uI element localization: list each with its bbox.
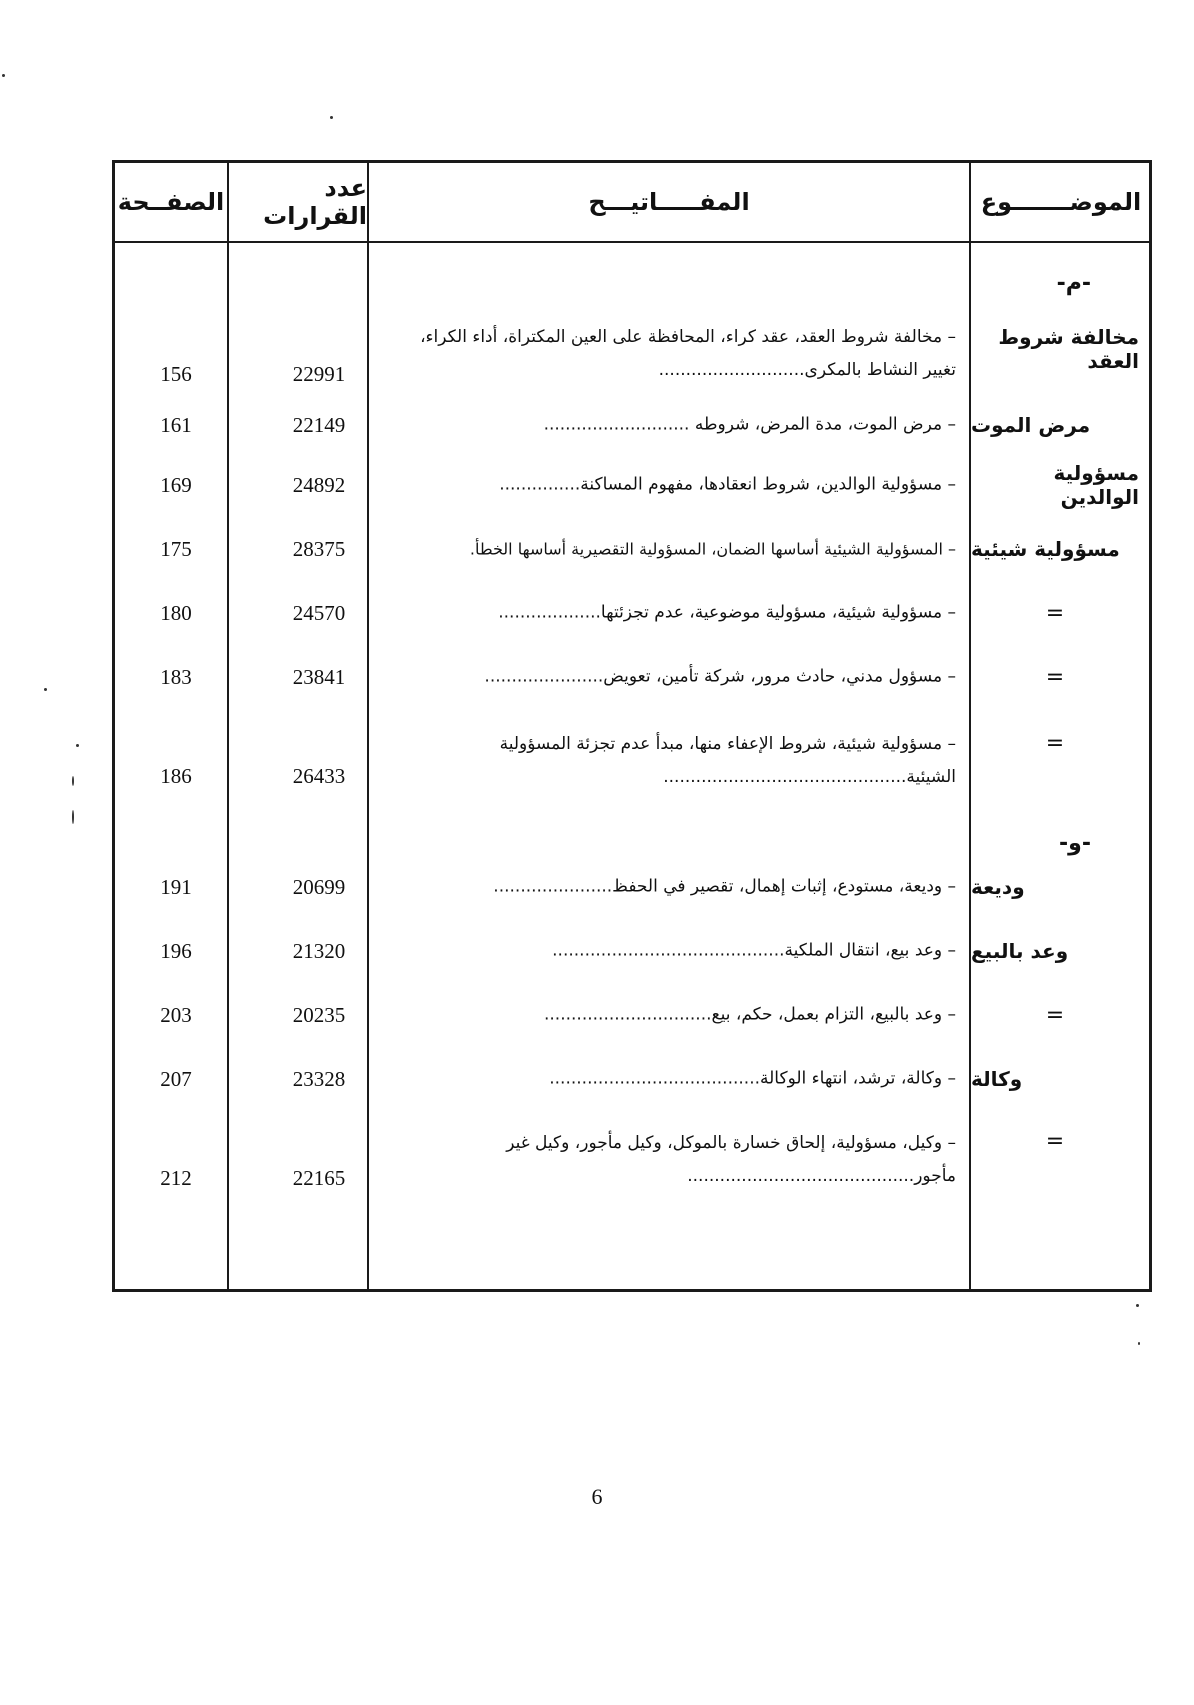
row-page: 186: [160, 764, 192, 788]
row-keys-text: – مسؤولية شيئية، شروط الإعفاء منها، مبدأ عدم تجزئة المسؤولية الشيئية.............................................: [499, 733, 956, 787]
row-subject: مسؤولية الوالدين: [1053, 461, 1139, 509]
scan-speck: [44, 688, 47, 691]
row-keys: [401, 463, 964, 507]
table-row: [115, 655, 1149, 699]
row-count: 20699: [292, 874, 346, 899]
row-page: 191: [160, 874, 192, 899]
table-row: [115, 1117, 1149, 1203]
section-letter-waw: -و-: [1059, 831, 1091, 856]
row-keys-text: – وكالة، ترشد، انتهاء الوكالة.......................................: [549, 1068, 956, 1089]
row-page: 203: [160, 1002, 192, 1027]
scan-speck: [1138, 1342, 1140, 1345]
row-page: 180: [160, 600, 192, 625]
scan-speck: [1136, 1304, 1139, 1307]
row-keys: [401, 993, 964, 1037]
row-keys: [401, 865, 964, 909]
row-subject: =: [1045, 1002, 1065, 1028]
table-row: [115, 719, 1149, 803]
row-count: 24570: [292, 600, 346, 625]
row-subject: وكالة: [971, 1067, 1023, 1091]
row-keys-text: – وديعة، مستودع، إثبات إهمال، تقصير في الحفظ......................: [493, 876, 956, 897]
row-keys-text: – وعد بالبيع، التزام بعمل، حكم، بيع...............................: [544, 1004, 956, 1025]
header-keys: المفـــــاتيـــح: [588, 188, 750, 216]
row-count: 22149: [292, 412, 346, 437]
row-page: 207: [160, 1066, 192, 1091]
row-subject: مخالفة شروط العقد: [998, 325, 1139, 373]
row-keys-text: – وكيل، مسؤولية، إلحاق خسارة بالموكل، وكيل مأجور، وكيل غير مأجور..........................................: [506, 1132, 956, 1186]
row-count: 22165: [292, 1166, 346, 1190]
scan-speck: [72, 776, 74, 786]
row-page: 196: [160, 938, 192, 963]
row-keys-text: – مخالفة شروط العقد، عقد كراء، المحافظة على العين المكتراة، أداء الكراء، تغيير النشاط بالمكرى...........................: [420, 326, 956, 380]
row-subject: وعد بالبيع: [971, 939, 1069, 963]
table-row: [115, 313, 1149, 395]
row-count: 23328: [292, 1066, 346, 1091]
header-divider: [115, 241, 1149, 243]
row-keys-text: – مسؤولية الوالدين، شروط انعقادها، مفهوم المساكنة...............: [499, 474, 956, 495]
table-row: [115, 591, 1149, 635]
page-number: 6: [591, 1484, 603, 1509]
table-row: [115, 929, 1149, 973]
row-subject: مرض الموت: [971, 413, 1091, 437]
row-keys-text: – مسؤولية شيئية، مسؤولية موضوعية، عدم تجزئتها...................: [498, 602, 956, 623]
row-keys-text: – مرض الموت، مدة المرض، شروطه ...........................: [543, 414, 956, 435]
row-keys: [401, 591, 964, 635]
table-row: [115, 403, 1149, 447]
scan-speck: [2, 74, 5, 77]
row-count: 24892: [292, 472, 346, 497]
table-row: [115, 463, 1149, 507]
row-keys: [401, 1057, 964, 1101]
row-count: 22991: [292, 362, 346, 386]
row-subject: =: [1045, 664, 1065, 690]
table-row: [115, 527, 1149, 571]
row-page: 175: [160, 536, 192, 561]
row-keys-text: – وعد بيع، انتقال الملكية...........................................: [552, 940, 956, 961]
row-count: 21320: [292, 938, 346, 963]
row-subject: =: [1045, 731, 1065, 756]
index-table: [112, 160, 1152, 1292]
row-subject: =: [1045, 600, 1065, 626]
row-page: 183: [160, 664, 192, 689]
header-count: عدد القرارات: [263, 174, 367, 230]
row-page: 169: [160, 472, 192, 497]
row-page: 212: [160, 1166, 192, 1190]
row-keys: [401, 655, 964, 699]
row-keys: [401, 1117, 964, 1203]
table-row: [115, 1057, 1149, 1101]
row-count: 28375: [292, 536, 346, 561]
section-letter-meem: -م-: [1056, 271, 1091, 296]
row-count: 20235: [292, 1002, 346, 1027]
row-keys: [401, 929, 964, 973]
header-subject: الموضـــــــوع: [980, 188, 1142, 216]
row-keys: [401, 719, 964, 803]
row-count: 26433: [292, 764, 346, 788]
scan-speck: [76, 744, 79, 747]
row-keys: [401, 527, 964, 571]
row-subject: وديعة: [971, 875, 1025, 899]
row-keys-text: – المسؤولية الشيئية أساسها الضمان، المسؤولية التقصيرية أساسها الخطأ.: [469, 539, 956, 559]
row-count: 23841: [292, 664, 346, 689]
table-row: [115, 865, 1149, 909]
row-keys: [401, 313, 964, 395]
row-keys: [401, 403, 964, 447]
header-page: الصفــحة: [117, 188, 225, 216]
row-page: 161: [160, 412, 192, 437]
scan-speck: [72, 810, 74, 824]
scan-speck: [330, 116, 333, 119]
row-page: 156: [160, 362, 192, 386]
table-row: [115, 993, 1149, 1037]
row-keys-text: – مسؤول مدني، حادث مرور، شركة تأمين، تعويض......................: [484, 666, 956, 687]
row-subject: مسؤولية شيئية: [971, 537, 1120, 561]
row-subject: =: [1045, 1129, 1065, 1154]
